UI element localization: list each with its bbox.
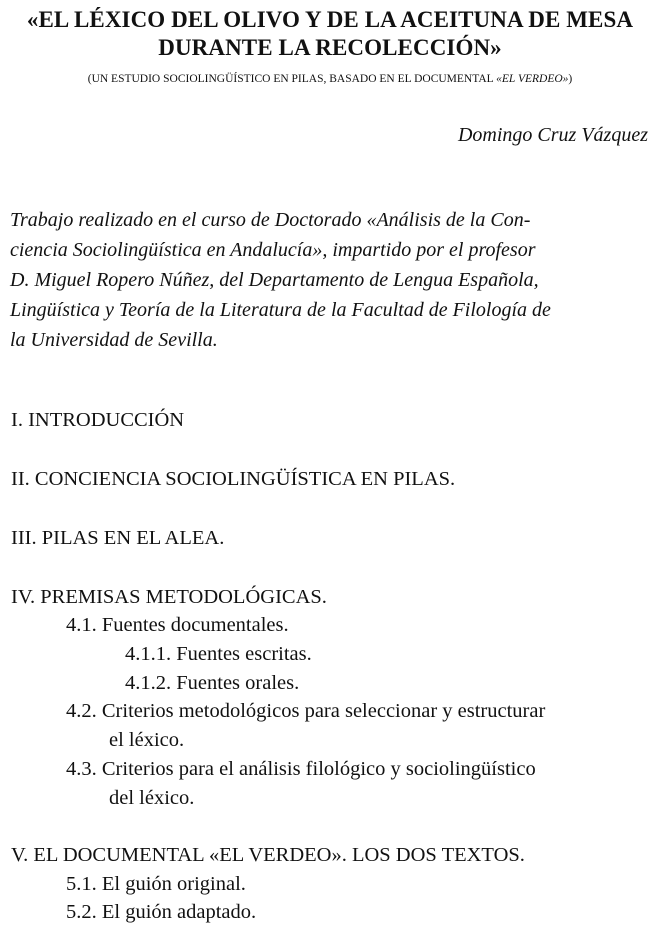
title-line-1: «EL LÉXICO DEL OLIVO Y DE LA ACEITUNA DE MESA [26, 7, 634, 32]
toc-section-3: III. PILAS EN EL ALEA. [11, 527, 225, 549]
toc-section-4-3: 4.3. Criterios para el análisis filológico y sociolingüístico [66, 758, 536, 780]
title-line-2: DURANTE LA RECOLECCIÓN» [158, 35, 502, 60]
abstract [10, 205, 650, 355]
toc-section-5-2: 5.2. El guión adaptado. [66, 901, 257, 923]
abstract-line: Trabajo realizado en el curso de Doctorado «Análisis de la Con- [10, 209, 531, 231]
toc-section-1: I. INTRODUCCIÓN [11, 409, 185, 431]
toc-section-4-2-continued: el léxico. [109, 729, 185, 751]
abstract-line: ciencia Sociolingüística en Andalucía», impartido por el profesor [10, 239, 536, 261]
toc-section-5-1: 5.1. El guión original. [66, 873, 246, 895]
toc-section-4: IV. PREMISAS METODOLÓGICAS. [11, 586, 327, 608]
subtitle-prefix: (UN ESTUDIO SOCIOLINGÜÍSTICO EN PILAS, BASADO EN EL DOCUMENTAL [87, 73, 497, 85]
subtitle-emphasis: «EL VERDEO» [496, 73, 569, 85]
toc-section-4-3-continued: del léxico. [109, 787, 195, 809]
abstract-line: Lingüística y Teoría de la Literatura de la Facultad de Filología de [10, 299, 551, 321]
toc-section-4-1-1: 4.1.1. Fuentes escritas. [125, 643, 312, 665]
toc-section-2: II. CONCIENCIA SOCIOLINGÜÍSTICA EN PILAS. [11, 468, 456, 490]
toc-section-5: V. EL DOCUMENTAL «EL VERDEO». LOS DOS TEXTOS. [11, 844, 525, 866]
toc-section-4-2: 4.2. Criterios metodológicos para seleccionar y estructurar [66, 700, 546, 722]
subtitle [0, 72, 660, 86]
toc-section-4-1: 4.1. Fuentes documentales. [66, 614, 289, 636]
abstract-line: la Universidad de Sevilla. [10, 329, 218, 351]
abstract-line: D. Miguel Ropero Núñez, del Departamento de Lengua Española, [10, 269, 539, 291]
subtitle-suffix: ) [568, 73, 573, 85]
toc-section-4-1-2: 4.1.2. Fuentes orales. [125, 672, 300, 694]
author-name: Domingo Cruz Vázquez [457, 124, 648, 146]
